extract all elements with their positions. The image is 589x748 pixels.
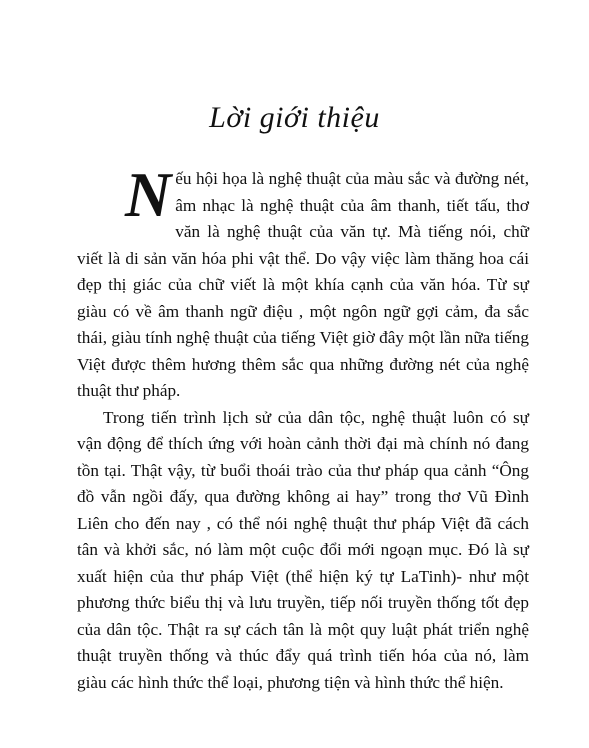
- paragraph-1: [77, 159, 529, 405]
- page-title: Lời giới thiệu: [209, 101, 380, 134]
- paragraph-1-text: ếu hội họa là nghệ thuật của màu sắc và đường nét, âm nhạc là nghệ thuật của âm thanh, tiết tấu, thơ văn là nghệ thuật của văn tự. Mà tiếng nói, chữ viết là di sản văn hóa phi vật thể. Do vậy việc làm thăng hoa cái đẹp thị giác của chữ viết là một khía cạnh của văn hóa. Từ sự giàu có về âm thanh ngữ điệu , một ngôn ngữ gợi cảm, đa sắc thái, giàu tính nghệ thuật của tiếng Việt giờ đây một lần nữa tiếng Việt được thêm hương thêm sắc qua những đường nét của nghệ thuật thư pháp.: [77, 169, 529, 400]
- body-text: [77, 159, 529, 696]
- drop-cap-letter: N: [125, 159, 172, 230]
- paragraph-2: Trong tiến trình lịch sử của dân tộc, nghệ thuật luôn có sự vận động để thích ứng với hoàn cảnh thời đại mà chính nó đang tồn tại. Thật vậy, từ buổi thoái trào của thư pháp qua cảnh “Ông đồ vẫn ngồi đấy, qua đường không ai hay” trong thơ Vũ Đình Liên cho đến nay , có thể nói nghệ thuật thư pháp Việt đã cách tân và khởi sắc, nó làm một cuộc đổi mới ngoạn mục. Đó là sự xuất hiện của thư pháp Việt (thể hiện ký tự LaTinh)- như một phương thức biểu thị và lưu truyền, tiếp nối truyền thống tốt đẹp của dân tộc. Thật ra sự cách tân là một quy luật phát triển nghệ thuật truyền thống và thúc đẩy quá trình tiến hóa của nó, làm giàu các hình thức thể loại, phương tiện và hình thức thể hiện.: [77, 407, 529, 692]
